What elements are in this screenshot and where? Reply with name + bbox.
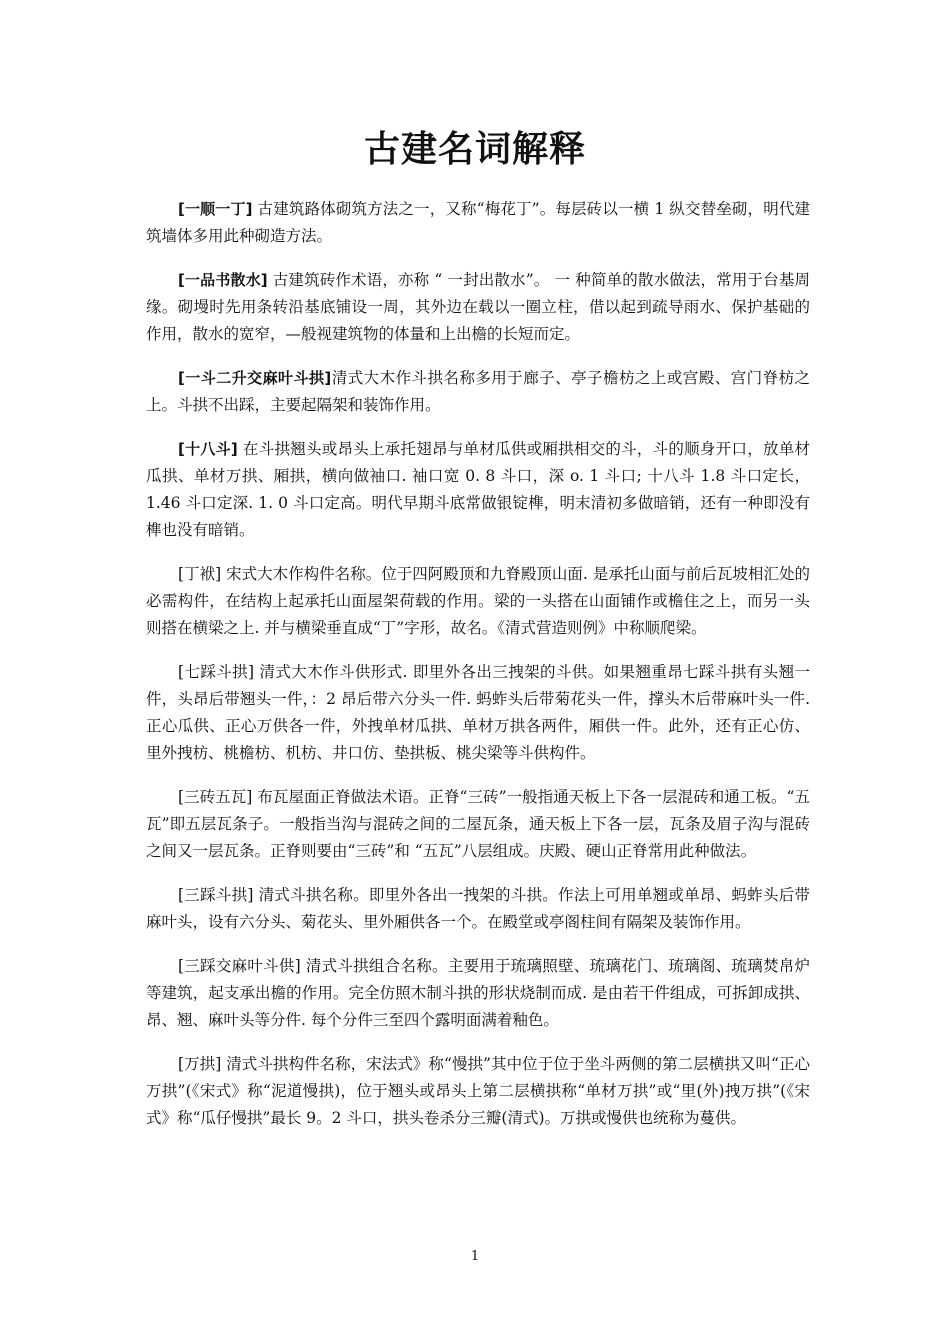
- entry-term: [七踩斗拱]: [178, 663, 255, 681]
- glossary-entry: [146, 953, 810, 1034]
- glossary-entry: [146, 882, 810, 936]
- entry-definition: 清式大木作斗供形式. 即里外各出三拽架的斗供。如果翘重昂七踩斗拱有头翘一件，头昂后带翘头一件，：2 昂后带六分头一件. 蚂蚱头后带菊花头一件，撑头木后带麻叶头一件. 正心瓜供、正心万供各一件，外拽单材瓜拱、单材万拱各两件，厢供一件。此外，还有正心仿、里外拽枋、桃檐枋、机枋、井口仿、垫拱板、桃尖梁等斗供构件。: [146, 663, 810, 762]
- entry-term: [一斗二升交麻叶斗拱]: [178, 369, 332, 387]
- entry-term: [十八斗]: [178, 440, 238, 458]
- entry-definition: 清式斗拱组合名称。主要用于琉璃照壁、琉璃花门、琉璃阁、琉璃焚帛炉等建筑，起支承出檐的作用。完全仿照木制斗拱的形状烧制而成. 是由若干件组成，可拆卸成拱、昂、翘、麻叶头等分件. 每个分件三至四个露明面满着釉色。: [146, 957, 810, 1029]
- glossary-entry: [146, 196, 810, 250]
- entry-definition: 宋式大木作构件名称。位于四阿殿顶和九脊殿顶山面. 是承托山面与前后瓦坡相汇处的必需构件，在结构上起承托山面屋架荷载的作用。梁的一头搭在山面铺作或檐住之上，而另一头则搭在横梁之上. 并与横梁垂直成“丁”字形，故名。《清式营造则例》中称顺爬梁。: [146, 565, 810, 637]
- glossary-entry: [146, 561, 810, 642]
- page-number: 1: [470, 1249, 480, 1264]
- glossary-entry: [146, 365, 810, 419]
- glossary-entry: [146, 1051, 810, 1132]
- entry-term: [万拱]: [178, 1055, 222, 1073]
- entry-term: [一品书散水]: [178, 271, 268, 289]
- glossary-entry: [146, 784, 810, 865]
- entry-definition: 古建筑砖作术语，亦称 “ 一封出散水”。 一 种简单的散水做法，常用于台基周缘。砌墁时先用条转沿基底铺设一周，其外边在载以一圈立柱，借以起到疏导雨水、保护基础的作用，散水的宽窄，—般视建筑物的体量和上出檐的长短而定。: [146, 271, 810, 343]
- page-title: 古建名词解释: [363, 129, 586, 170]
- glossary-entry: [146, 267, 810, 348]
- glossary-body: [146, 196, 810, 1149]
- entry-definition: 在斗拱翘头或昂头上承托翅昂与单材瓜供或厢拱相交的斗，斗的顺身开口，放单材瓜拱、单材万拱、厢拱，横向做袖口. 袖口宽 0. 8 斗口，深 o. 1 斗口; 十八斗 1.8 斗口定长，1.46 斗口定深. 1. 0 斗口定高。明代早期斗底常做银锭榫，明末清初多做暗销，还有一种即没有榫也没有暗销。: [146, 440, 810, 539]
- entry-term: [丁袱]: [178, 565, 222, 583]
- entry-definition: 清式斗拱名称。即里外各出一拽架的斗拱。作法上可用单翘或单昂、蚂蚱头后带麻叶头，设有六分头、菊花头、里外厢供各一个。在殿堂或亭阁柱间有隔架及装饰作用。: [146, 886, 810, 931]
- glossary-entry: [146, 436, 810, 544]
- glossary-entry: [146, 659, 810, 767]
- entry-term: [三踩斗拱]: [178, 886, 254, 904]
- entry-definition: 清式斗拱构件名称，宋法式》称“慢拱”其中位于位于坐斗两侧的第二层横拱又叫“正心万拱”(《宋式》称“泥道慢拱)，位于翘头或昂头上第二层横拱称“单材万拱”或“里(外)拽万拱”(《宋式》称“瓜仔慢拱”最长 9。2 斗口，拱头卷杀分三瓣(清式)。万拱或慢供也统称为蔓供。: [146, 1055, 810, 1127]
- entry-definition: 布瓦屋面正脊做法术语。正脊“三砖”一般指通天板上下各一层混砖和通工板。“五瓦”即五层瓦条子。一般指当沟与混砖之间的二屋瓦条，通天板上下各一层，瓦条及眉子沟与混砖之间又一层瓦条。正脊则要由“三砖”和 “五瓦”八层组成。庆殿、硬山正脊常用此种做法。: [146, 788, 810, 860]
- entry-term: [三砖五瓦]: [178, 788, 253, 806]
- entry-term: [三踩交麻叶斗供]: [178, 957, 301, 975]
- entry-definition: 清式大木作斗拱名称多用于廊子、亭子檐枋之上或宫殿、宫门脊枋之上。斗拱不出踩，主要起隔架和装饰作用。: [146, 369, 810, 414]
- entry-term: [一顺一丁]: [178, 200, 253, 218]
- entry-definition: 古建筑路体砌筑方法之一，又称“梅花丁”。每层砖以一横 1 纵交替垒砌，明代建筑墙体多用此种砌造方法。: [146, 200, 810, 245]
